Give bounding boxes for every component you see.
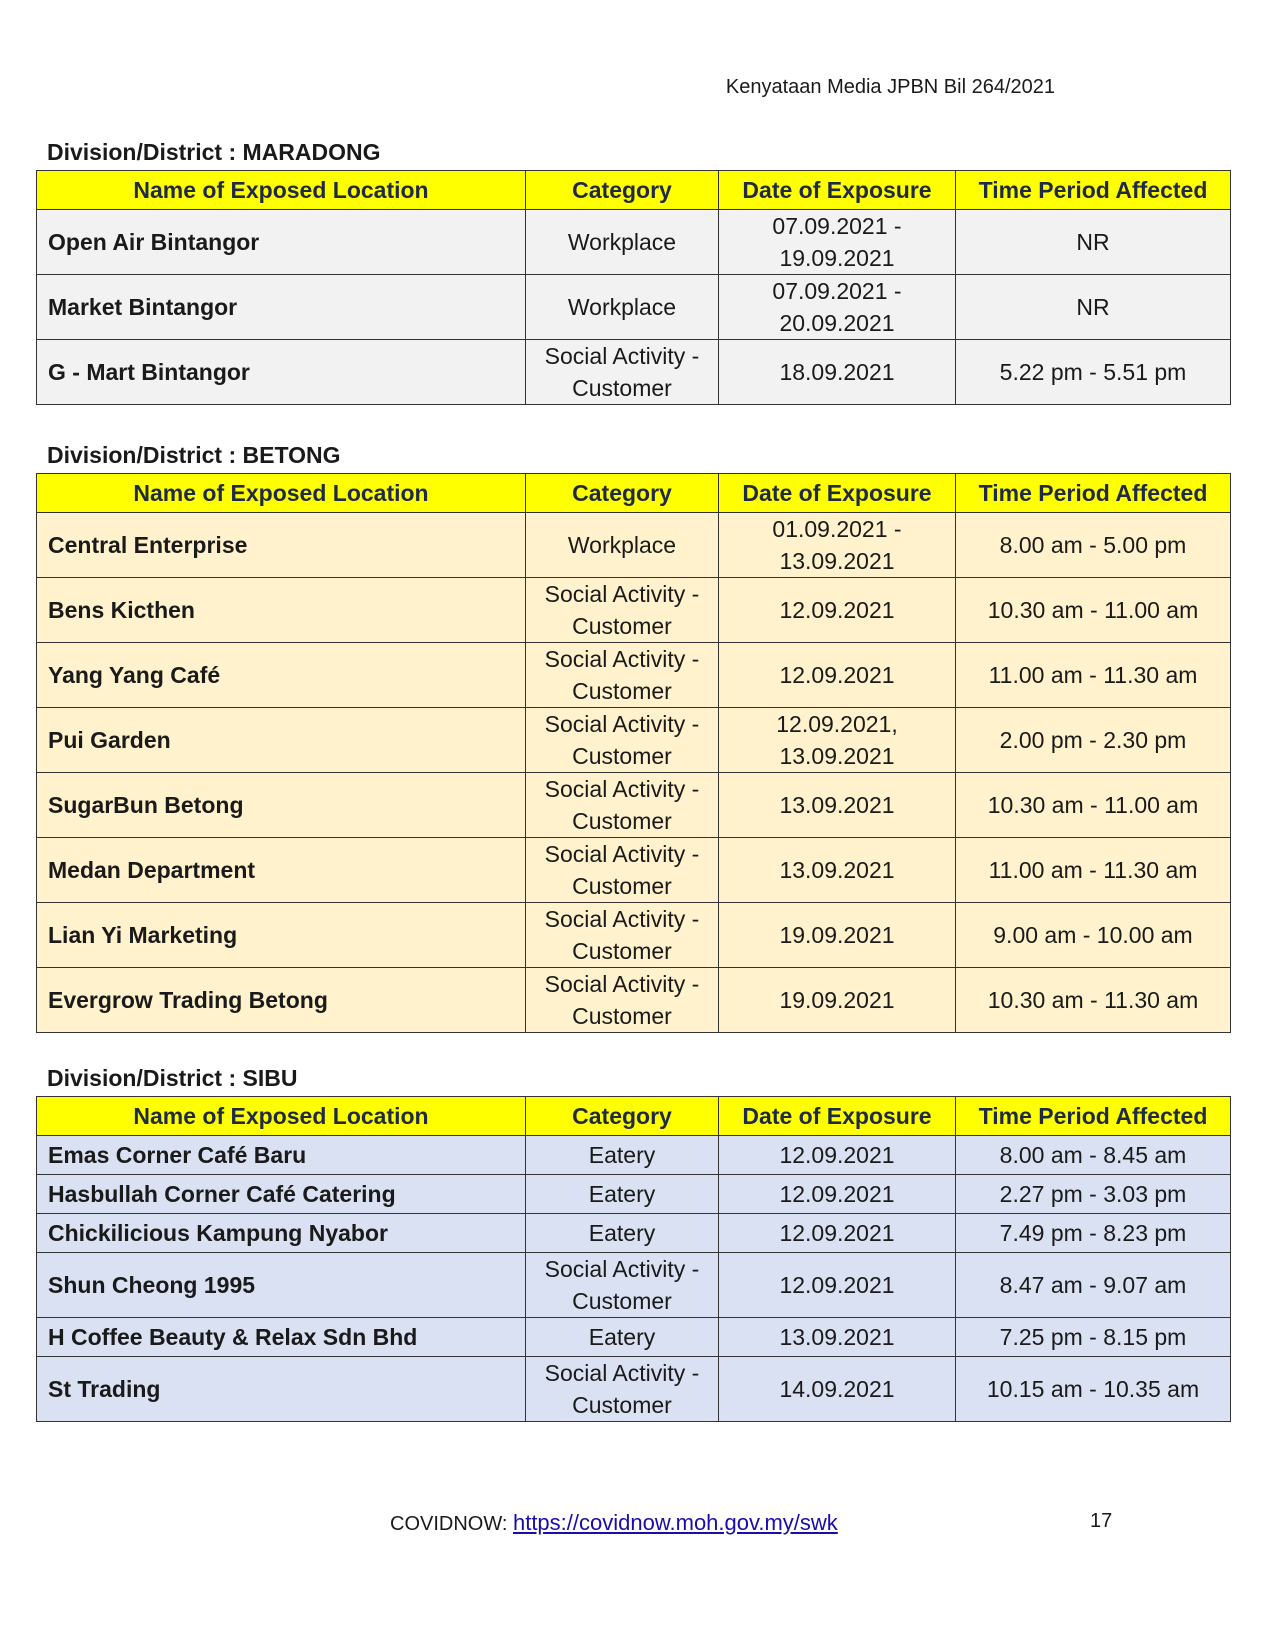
date-cell: 07.09.2021 - 19.09.2021	[719, 210, 956, 275]
date-cell: 19.09.2021	[719, 968, 956, 1033]
category-cell: Social Activity - Customer	[526, 838, 719, 903]
time-cell: 7.25 pm - 8.15 pm	[956, 1318, 1231, 1357]
category-cell: Social Activity - Customer	[526, 643, 719, 708]
section-title: Division/District : MARADONG	[47, 139, 381, 165]
time-cell: 2.27 pm - 3.03 pm	[956, 1175, 1231, 1214]
table-row	[37, 1357, 1231, 1422]
category-cell: Social Activity - Customer	[526, 708, 719, 773]
category-cell: Workplace	[526, 210, 719, 275]
table-row	[37, 773, 1231, 838]
section-sibu	[36, 1060, 1230, 1422]
table-row	[37, 1318, 1231, 1357]
location-cell: St Trading	[37, 1357, 526, 1422]
section-title: Division/District : BETONG	[47, 442, 341, 468]
location-cell: Shun Cheong 1995	[37, 1253, 526, 1318]
covidnow-link[interactable]: https://covidnow.moh.gov.my/swk	[512, 1510, 838, 1535]
column-header-date: Date of Exposure	[719, 1097, 956, 1136]
time-cell: 9.00 am - 10.00 am	[956, 903, 1231, 968]
category-cell: Workplace	[526, 513, 719, 578]
date-cell: 13.09.2021	[719, 773, 956, 838]
table-header-row	[37, 474, 1231, 513]
date-cell: 19.09.2021	[719, 903, 956, 968]
column-header-time: Time Period Affected	[956, 171, 1231, 210]
column-header-location: Name of Exposed Location	[37, 474, 526, 513]
category-cell: Social Activity - Customer	[526, 903, 719, 968]
date-cell: 12.09.2021	[719, 578, 956, 643]
time-cell: 10.30 am - 11.00 am	[956, 578, 1231, 643]
location-cell: Pui Garden	[37, 708, 526, 773]
date-cell: 12.09.2021	[719, 1136, 956, 1175]
time-cell: 5.22 pm - 5.51 pm	[956, 340, 1231, 405]
table-row	[37, 340, 1231, 405]
table-row	[37, 1253, 1231, 1318]
category-cell: Social Activity - Customer	[526, 340, 719, 405]
footer-source	[390, 1510, 838, 1536]
location-cell: Evergrow Trading Betong	[37, 968, 526, 1033]
column-header-date: Date of Exposure	[719, 171, 956, 210]
column-header-category: Category	[526, 474, 719, 513]
category-cell: Workplace	[526, 275, 719, 340]
location-cell: Market Bintangor	[37, 275, 526, 340]
time-cell: 11.00 am - 11.30 am	[956, 838, 1231, 903]
location-cell: Hasbullah Corner Café Catering	[37, 1175, 526, 1214]
time-cell: 10.30 am - 11.30 am	[956, 968, 1231, 1033]
category-cell: Eatery	[526, 1136, 719, 1175]
section-title: Division/District : SIBU	[47, 1065, 298, 1091]
table-row	[37, 1136, 1231, 1175]
column-header-date: Date of Exposure	[719, 474, 956, 513]
table-row	[37, 968, 1231, 1033]
category-cell: Eatery	[526, 1175, 719, 1214]
column-header-category: Category	[526, 171, 719, 210]
footer-prefix: COVIDNOW:	[390, 1513, 513, 1535]
date-cell: 13.09.2021	[719, 1318, 956, 1357]
table-row	[37, 903, 1231, 968]
column-header-time: Time Period Affected	[956, 1097, 1231, 1136]
table-row	[37, 1214, 1231, 1253]
date-cell: 01.09.2021 - 13.09.2021	[719, 513, 956, 578]
time-cell: NR	[956, 275, 1231, 340]
time-cell: 10.15 am - 10.35 am	[956, 1357, 1231, 1422]
location-cell: Medan Department	[37, 838, 526, 903]
document-reference: Kenyataan Media JPBN Bil 264/2021	[725, 76, 1055, 98]
date-cell: 12.09.2021	[719, 1253, 956, 1318]
category-cell: Eatery	[526, 1318, 719, 1357]
column-header-category: Category	[526, 1097, 719, 1136]
location-cell: Open Air Bintangor	[37, 210, 526, 275]
location-cell: Emas Corner Café Baru	[37, 1136, 526, 1175]
location-cell: Bens Kicthen	[37, 578, 526, 643]
table-row	[37, 578, 1231, 643]
exposure-table-betong	[36, 473, 1231, 1033]
table-row	[37, 210, 1231, 275]
time-cell: 8.00 am - 8.45 am	[956, 1136, 1231, 1175]
category-cell: Social Activity - Customer	[526, 578, 719, 643]
column-header-time: Time Period Affected	[956, 474, 1231, 513]
location-cell: Central Enterprise	[37, 513, 526, 578]
location-cell: H Coffee Beauty & Relax Sdn Bhd	[37, 1318, 526, 1357]
date-cell: 12.09.2021	[719, 643, 956, 708]
date-cell: 18.09.2021	[719, 340, 956, 405]
location-cell: Yang Yang Café	[37, 643, 526, 708]
date-cell: 12.09.2021, 13.09.2021	[719, 708, 956, 773]
date-cell: 07.09.2021 - 20.09.2021	[719, 275, 956, 340]
exposure-table-sibu	[36, 1096, 1231, 1422]
time-cell: 8.47 am - 9.07 am	[956, 1253, 1231, 1318]
category-cell: Social Activity - Customer	[526, 773, 719, 838]
table-row	[37, 838, 1231, 903]
date-cell: 14.09.2021	[719, 1357, 956, 1422]
exposure-table-maradong	[36, 170, 1231, 405]
table-row	[37, 513, 1231, 578]
location-cell: G - Mart Bintangor	[37, 340, 526, 405]
location-cell: Lian Yi Marketing	[37, 903, 526, 968]
time-cell: 8.00 am - 5.00 pm	[956, 513, 1231, 578]
date-cell: 13.09.2021	[719, 838, 956, 903]
column-header-location: Name of Exposed Location	[37, 171, 526, 210]
time-cell: 10.30 am - 11.00 am	[956, 773, 1231, 838]
section-maradong	[36, 134, 1230, 405]
date-cell: 12.09.2021	[719, 1214, 956, 1253]
time-cell: NR	[956, 210, 1231, 275]
location-cell: Chickilicious Kampung Nyabor	[37, 1214, 526, 1253]
date-cell: 12.09.2021	[719, 1175, 956, 1214]
table-row	[37, 708, 1231, 773]
time-cell: 2.00 pm - 2.30 pm	[956, 708, 1231, 773]
table-row	[37, 643, 1231, 708]
category-cell: Social Activity - Customer	[526, 968, 719, 1033]
table-header-row	[37, 171, 1231, 210]
category-cell: Eatery	[526, 1214, 719, 1253]
category-cell: Social Activity - Customer	[526, 1357, 719, 1422]
table-row	[37, 275, 1231, 340]
column-header-location: Name of Exposed Location	[37, 1097, 526, 1136]
table-header-row	[37, 1097, 1231, 1136]
category-cell: Social Activity - Customer	[526, 1253, 719, 1318]
time-cell: 11.00 am - 11.30 am	[956, 643, 1231, 708]
section-betong	[36, 437, 1230, 1033]
location-cell: SugarBun Betong	[37, 773, 526, 838]
table-row	[37, 1175, 1231, 1214]
page-number: 17	[1090, 1510, 1113, 1532]
time-cell: 7.49 pm - 8.23 pm	[956, 1214, 1231, 1253]
